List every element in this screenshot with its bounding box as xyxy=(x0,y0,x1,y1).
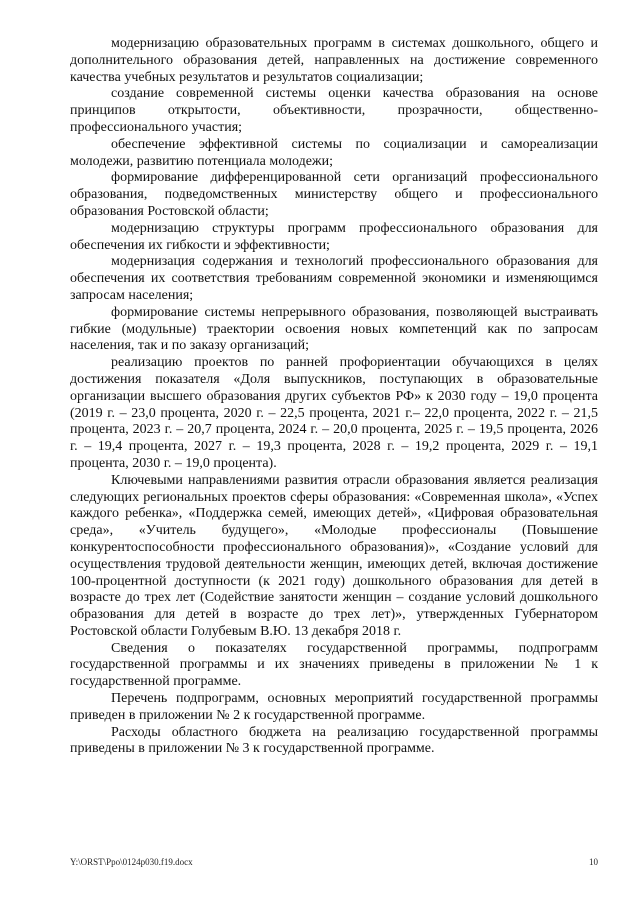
paragraph: модернизация содержания и технологий профессионального образования для обеспечения их соответствия требованиям современной экономики и изменяющимся запросам населения; xyxy=(70,254,598,303)
footer-file-path: Y:\ORST\Ppo\0124p030.f19.docx xyxy=(70,857,193,867)
paragraph: создание современной системы оценки качества образования на основе принципов открытости, объективности, прозрачности, общественно-профессионального участия; xyxy=(70,86,598,135)
paragraph: реализацию проектов по ранней профориентации обучающихся в целях достижения показателя «Доля выпускников, поступающих в образовательные организации высшего образования других субъектов РФ» к 2030 году – 19,0 процента (2019 г. – 23,0 процента, 2020 г. – 22,5 процента, 2021 г.– 22,0 процента, 2022 г. – 21,5 процента, 2023 г. – 20,7 процента, 2024 г. – 20,0 процента, 2025 г. – 19,5 процента, 2026 г. – 19,4 процента, 2027 г. – 19,3 процента, 2028 г. – 19,2 процента, 2029 г. – 19,1 процента, 2030 г. – 19,0 процента). xyxy=(70,355,598,471)
paragraph: Сведения о показателях государственной программы, подпрограмм государственной программы и их значениях приведены в приложении № 1 к государственной программе. xyxy=(70,640,598,690)
paragraph: Расходы областного бюджета на реализацию государственной программы приведены в приложении № 3 к государственной программе. xyxy=(70,724,598,757)
paragraph: формирование дифференцированной сети организаций профессионального образования, подведомственных министерству общего и профессионального образования Ростовской области; xyxy=(70,170,598,219)
document-body xyxy=(70,36,598,758)
paragraph: модернизацию структуры программ профессионального образования для обеспечения их гибкости и эффективности; xyxy=(70,220,598,253)
paragraph: модернизацию образовательных программ в системах дошкольного, общего и дополнительного образования детей, направленных на достижение современного качества учебных результатов и результатов социализации; xyxy=(70,36,598,85)
paragraph: Перечень подпрограмм, основных мероприятий государственной программы приведен в приложении № 2 к государственной программе. xyxy=(70,691,598,723)
paragraph: обеспечение эффективной системы по социализации и самореализации молодежи, развитию потенциала молодежи; xyxy=(70,136,598,169)
paragraph: Ключевыми направлениями развития отрасли образования является реализация следующих региональных проектов сферы образования: «Современная школа», «Успех каждого ребенка», «Поддержка семей, имеющих детей», «Цифровая образовательная среда», «Учитель будущего», «Молодые профессионалы (Повышение конкурентоспособности профессионального образования)», «Создание условий для осуществления трудовой деятельности женщин, имеющих детей, включая достижение 100-процентной доступности (к 2021 году) дошкольного образования для детей в возрасте до трех лет (Содействие занятости женщин – создание условий дошкольного образования для детей в возрасте до трех лет)», утвержденных Губернатором Ростовской области Голубевым В.Ю. 13 декабря 2018 г. xyxy=(70,472,598,639)
paragraph: формирование системы непрерывного образования, позволяющей выстраивать гибкие (модульные) траектории освоения новых компетенций как по запросам населения, так и по заказу организаций; xyxy=(70,304,598,354)
page-number: 10 xyxy=(589,857,598,867)
